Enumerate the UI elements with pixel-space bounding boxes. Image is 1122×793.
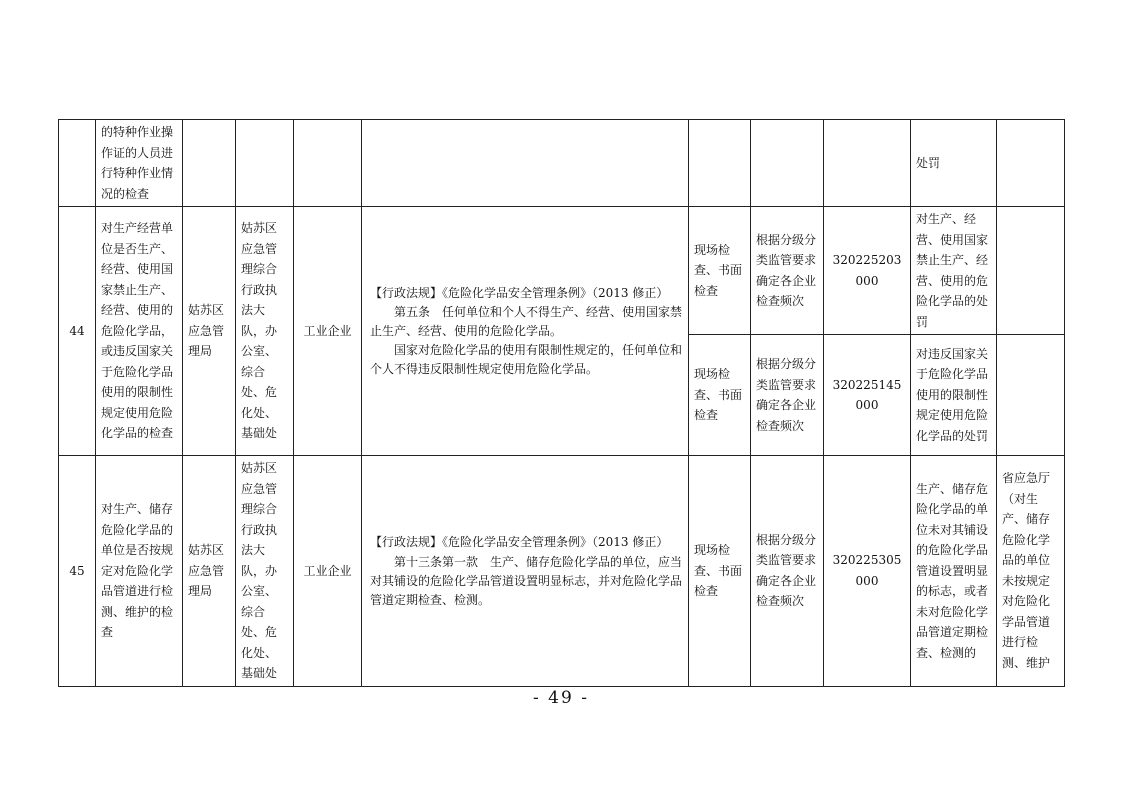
cell-freq: 根据分级分类监管要求确定各企业检查频次 — [751, 207, 824, 335]
cell-note — [997, 207, 1065, 335]
cell-freq: 根据分级分类监管要求确定各企业检查频次 — [751, 456, 824, 687]
cell-dept — [236, 120, 294, 207]
cell-note — [997, 120, 1065, 207]
table-row — [59, 120, 1065, 207]
cell-item: 对生产经营单位是否生产、经营、使用国家禁止生产、经营、使用的危险化学品，或违反国家关于危险化学品使用的限制性规定使用危险化学品的检查 — [96, 207, 183, 456]
cell-law — [362, 120, 689, 207]
cell-target: 工业企业 — [294, 207, 362, 456]
cell-num — [59, 120, 96, 207]
cell-code: 320225203000 — [824, 207, 911, 335]
law-paragraph: 第五条 任何单位和个人不得生产、经营、使用国家禁止生产、经营、使用的危险化学品。 — [370, 305, 683, 339]
cell-subject — [183, 120, 236, 207]
cell-subject: 姑苏区应急管理局 — [183, 207, 236, 456]
page-number: - 49 - — [533, 688, 589, 708]
cell-basis: 对违反国家关于危险化学品使用的限制性规定使用危险化学品的处罚 — [911, 335, 997, 456]
cell-subject: 姑苏区应急管理局 — [183, 456, 236, 687]
cell-target: 工业企业 — [294, 456, 362, 687]
cell-code: 320225145000 — [824, 335, 911, 456]
cell-dept: 姑苏区应急管理综合行政执法大队，办公室、综合处、危化处、基础处 — [236, 207, 294, 456]
cell-dept: 姑苏区应急管理综合行政执法大队，办公室、综合处、危化处、基础处 — [236, 456, 294, 687]
cell-method: 现场检查、书面检查 — [689, 456, 751, 687]
cell-method — [689, 120, 751, 207]
cell-num: 44 — [59, 207, 96, 456]
cell-freq: 根据分级分类监管要求确定各企业检查频次 — [751, 335, 824, 456]
cell-item: 的特种作业操作证的人员进行特种作业情况的检查 — [96, 120, 183, 207]
cell-code — [824, 120, 911, 207]
law-paragraph: 国家对危险化学品的使用有限制性规定的，任何单位和个人不得违反限制性规定使用危险化学品。 — [370, 343, 683, 377]
law-title: 【行政法规】《危险化学品安全管理条例》（2013 修正） — [370, 285, 669, 300]
cell-method: 现场检查、书面检查 — [689, 207, 751, 335]
cell-law — [362, 456, 689, 687]
cell-freq — [751, 120, 824, 207]
cell-basis: 处罚 — [911, 120, 997, 207]
cell-basis: 对生产、经营、使用国家禁止生产、经营、使用的危险化学品的处罚 — [911, 207, 997, 335]
cell-basis: 生产、储存危险化学品的单位未对其铺设的危险化学品管道设置明显的标志，或者未对危险化学品管道定期检查、检测的 — [911, 456, 997, 687]
table-row — [59, 207, 1065, 335]
inspection-table — [58, 119, 1065, 687]
cell-code: 320225305000 — [824, 456, 911, 687]
cell-target — [294, 120, 362, 207]
cell-item: 对生产、储存危险化学品的单位是否按规定对危险化学品管道进行检测、维护的检查 — [96, 456, 183, 687]
law-title: 【行政法规】《危险化学品安全管理条例》（2013 修正） — [370, 535, 669, 549]
cell-note — [997, 335, 1065, 456]
law-paragraph: 第十三条第一款 生产、储存危险化学品的单位，应当对其铺设的危险化学品管道设置明显标志，并对危险化学品管道定期检查、检测。 — [370, 554, 683, 607]
cell-note: 省应急厅（对生产、储存危险化学品的单位未按规定对危险化学品管道进行检测、维护 — [997, 456, 1065, 687]
table-row — [59, 456, 1065, 687]
cell-law — [362, 207, 689, 456]
cell-num: 45 — [59, 456, 96, 687]
cell-method: 现场检查、书面检查 — [689, 335, 751, 456]
